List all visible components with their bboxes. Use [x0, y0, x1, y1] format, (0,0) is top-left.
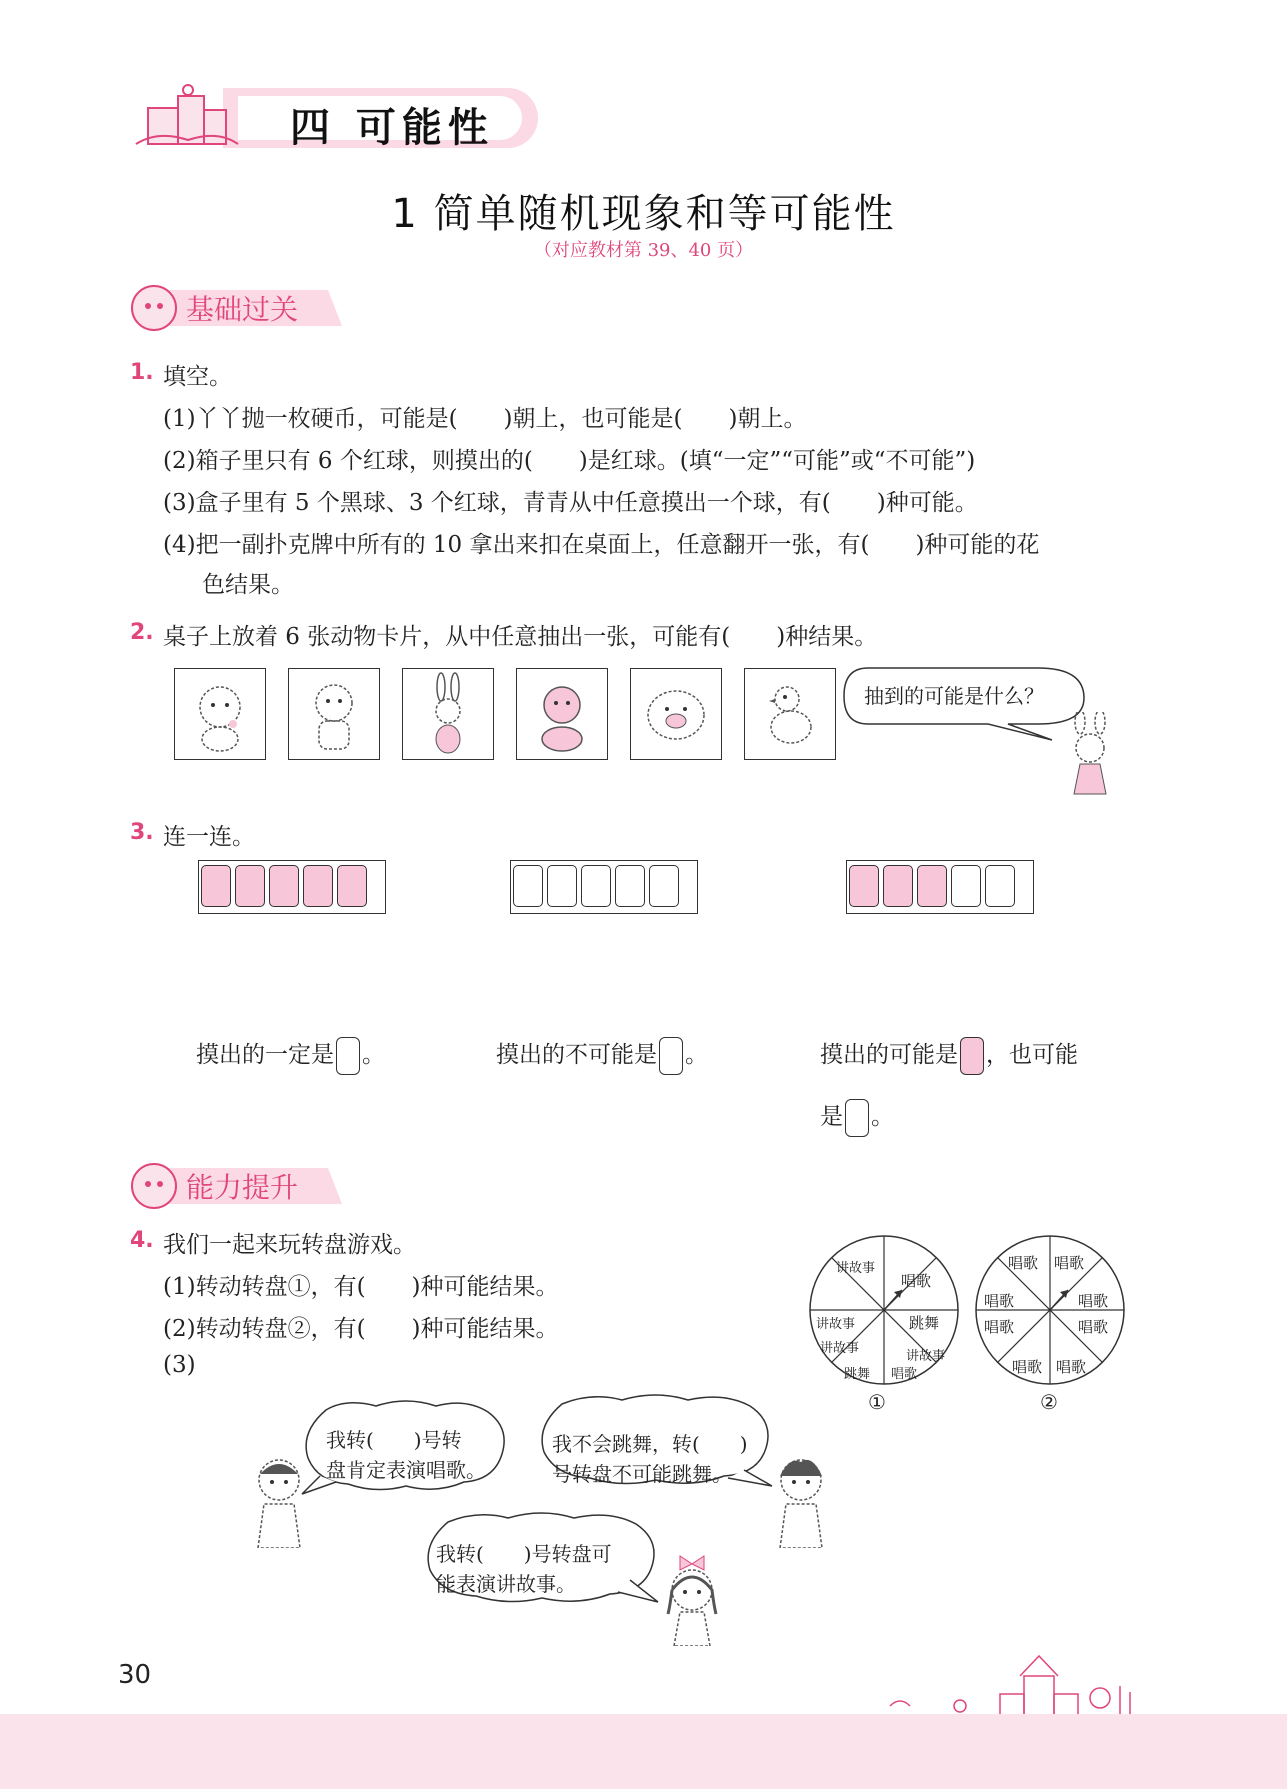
q4-number: 4.	[130, 1228, 154, 1253]
cup-white	[513, 865, 543, 907]
q4-item-1: (1)转动转盘①，有( )种可能结果。	[163, 1274, 559, 1300]
cup-white-icon	[336, 1037, 360, 1075]
q1-prompt: 填空。	[163, 364, 232, 390]
spinner-2-sector-8: 唱歌	[1008, 1254, 1039, 1272]
q3-label-a-end: 。	[362, 1042, 385, 1068]
q3-label-a-text: 摸出的一定是	[196, 1042, 334, 1068]
cup-pink	[917, 865, 947, 907]
q3-label-c-line2	[820, 1098, 894, 1137]
q2-number: 2.	[130, 620, 154, 645]
cup-pink	[303, 865, 333, 907]
footer-band	[0, 1714, 1287, 1789]
q3-number: 3.	[130, 820, 154, 845]
cup-pink	[849, 865, 879, 907]
q3-label-c-text: 摸出的可能是	[820, 1042, 958, 1068]
q3-label-c2-text: 是	[820, 1104, 843, 1130]
q3-label-b	[496, 1036, 708, 1075]
q1-item-4-cont: 色结果。	[202, 572, 294, 598]
spinner-1-sector-7: 讲故事	[816, 1317, 856, 1332]
boy-2-icon	[768, 1452, 834, 1548]
page-number: 30	[118, 1660, 152, 1690]
cup-pink	[201, 865, 231, 907]
q2-prompt: 桌子上放着 6 张动物卡片，从中任意抽出一张，可能有( )种结果。	[163, 624, 878, 650]
animal-card-monkey	[516, 668, 608, 760]
rabbit-girl-icon	[1060, 712, 1120, 796]
bubble-1-line-2: 盘肯定表演唱歌。	[326, 1458, 486, 1482]
cup-white	[581, 865, 611, 907]
cup-white	[649, 865, 679, 907]
cup-white-icon	[845, 1099, 869, 1137]
bubble-3-line-2: 能表演讲故事。	[436, 1572, 576, 1596]
castle-icon	[136, 85, 238, 144]
q2-bubble-text: 抽到的可能是什么？	[864, 684, 1044, 708]
cup-white	[951, 865, 981, 907]
q4-item-3: (3)	[163, 1352, 196, 1378]
spinner-1-sector-4: 唱歌	[891, 1367, 918, 1382]
cup-pink-icon	[960, 1037, 984, 1075]
lesson-subtitle: （对应教材第 39、40 页）	[533, 240, 754, 261]
q3-label-b-end: 。	[685, 1042, 708, 1068]
girl-icon	[654, 1550, 730, 1646]
q1-item-1: (1)丫丫抛一枚硬币，可能是( )朝上，也可能是( )朝上。	[163, 406, 807, 432]
monkey-icon	[517, 669, 607, 759]
animal-card-chick	[744, 668, 836, 760]
animal-card-tiger	[288, 668, 380, 760]
bubble-3-line-1: 我转( )号转盘可	[436, 1542, 612, 1566]
dog-icon	[175, 669, 265, 759]
cup-white	[615, 865, 645, 907]
q1-item-3: (3)盒子里有 5 个黑球、3 个红球，青青从中任意摸出一个球，有( )种可能。	[163, 490, 978, 516]
q3-label-c-mid: ，也可能	[986, 1042, 1078, 1068]
spinner-1-sector-1: 唱歌	[901, 1272, 932, 1290]
spinner-1-label: ①	[868, 1390, 886, 1414]
animal-card-pig	[630, 668, 722, 760]
spinner-1-sector-8: 讲故事	[836, 1261, 876, 1276]
cup-pink	[883, 865, 913, 907]
chapter-title: 四 可能性	[290, 105, 494, 151]
cup-white	[985, 865, 1015, 907]
spinner-1-sector-5: 跳舞	[844, 1367, 871, 1382]
cup-tray-1	[198, 860, 386, 914]
cup-white-icon	[659, 1037, 683, 1075]
q1-item-4: (4)把一副扑克牌中所有的 10 拿出来扣在桌面上，任意翻开一张，有( )种可能的花	[163, 532, 1040, 558]
q3-label-c	[820, 1036, 1078, 1075]
spinner-2	[972, 1232, 1128, 1388]
q3-label-c2-end: 。	[871, 1104, 894, 1130]
cup-white	[547, 865, 577, 907]
chick-icon	[745, 669, 835, 759]
spinner-1	[806, 1232, 962, 1388]
boy-1-icon	[246, 1452, 312, 1548]
spinner-1-sector-6: 讲故事	[820, 1341, 860, 1356]
q3-label-a	[196, 1036, 385, 1075]
tiger-icon	[289, 669, 379, 759]
bubble-2-line-1: 我不会跳舞，转( )	[552, 1432, 748, 1456]
cup-pink	[337, 865, 367, 907]
cup-tray-2	[510, 860, 698, 914]
spinner-2-sector-6: 唱歌	[984, 1318, 1015, 1336]
spinner-2-sector-7: 唱歌	[984, 1292, 1015, 1310]
section-label-basic: 基础过关	[186, 293, 299, 326]
pig-icon	[631, 669, 721, 759]
q3-label-b-text: 摸出的不可能是	[496, 1042, 657, 1068]
spinner-2-sector-2: 唱歌	[1078, 1292, 1109, 1310]
rabbit-icon	[403, 669, 493, 759]
cup-pink	[269, 865, 299, 907]
spinner-2-sector-3: 唱歌	[1078, 1318, 1109, 1336]
section-label-advanced: 能力提升	[186, 1171, 299, 1204]
spinner-2-sector-4: 唱歌	[1056, 1358, 1087, 1376]
footer-castle-icon	[880, 1646, 1170, 1720]
bubble-2-line-2: 号转盘不可能跳舞。	[552, 1462, 732, 1486]
spinner-1-sector-3: 讲故事	[906, 1349, 946, 1364]
q4-item-2: (2)转动转盘②，有( )种可能结果。	[163, 1316, 559, 1342]
animal-card-rabbit	[402, 668, 494, 760]
bubble-1-line-1: 我转( )号转	[326, 1428, 462, 1452]
q3-prompt: 连一连。	[163, 824, 255, 850]
spinner-2-label: ②	[1040, 1390, 1058, 1414]
q1-number: 1.	[130, 360, 154, 385]
q1-item-2: (2)箱子里只有 6 个红球，则摸出的( )是红球。(填“一定”“可能”或“不可能”)	[163, 448, 976, 474]
cup-pink	[235, 865, 265, 907]
spinner-1-sector-2: 跳舞	[909, 1314, 940, 1332]
spinner-2-sector-1: 唱歌	[1054, 1254, 1085, 1272]
animal-card-dog	[174, 668, 266, 760]
spinner-2-sector-5: 唱歌	[1012, 1358, 1043, 1376]
q4-prompt: 我们一起来玩转盘游戏。	[163, 1232, 416, 1258]
lesson-title: 1 简单随机现象和等可能性	[391, 191, 896, 237]
cup-tray-3	[846, 860, 1034, 914]
